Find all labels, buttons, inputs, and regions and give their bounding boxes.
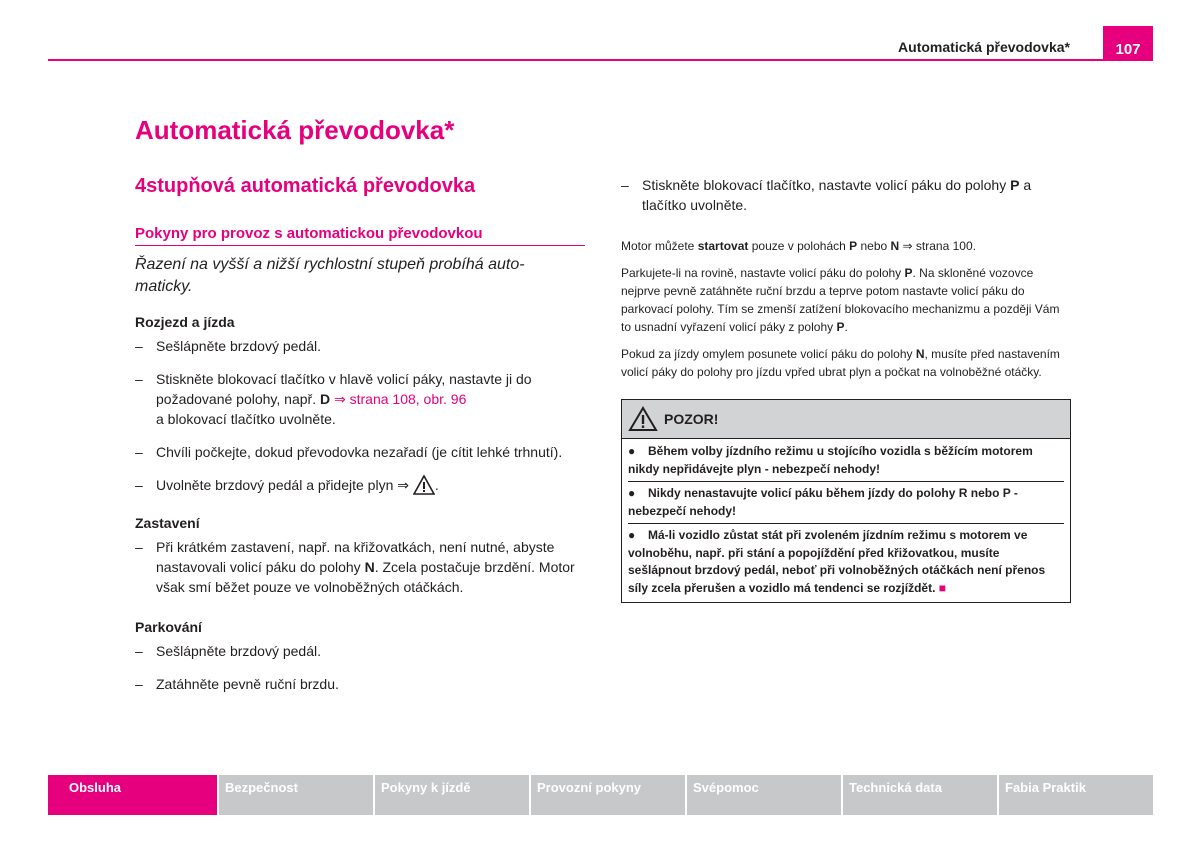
header-rule bbox=[48, 59, 1153, 61]
list-item bbox=[135, 641, 585, 661]
tab-fabia-praktik[interactable]: Fabia Praktik bbox=[999, 775, 1153, 815]
footer-nav bbox=[48, 775, 1153, 815]
warning-triangle-icon bbox=[628, 406, 658, 432]
item-text-part: . bbox=[434, 477, 439, 493]
paragraph-start bbox=[621, 237, 1071, 255]
item-text-part: Uvolněte brzdový pedál a přidejte plyn ⇒ bbox=[156, 477, 413, 493]
text-part: . bbox=[844, 320, 848, 334]
text-part: , musíte před nastavením volicí páky do polohy pro jízdu vpřed ubrat plyn a počkat na volnoběžné otáčky. bbox=[621, 347, 1060, 379]
list-item bbox=[135, 475, 585, 495]
dash: – bbox=[621, 177, 629, 193]
item-text bbox=[156, 537, 585, 597]
text-part: P bbox=[849, 239, 858, 253]
list-item bbox=[135, 369, 585, 429]
text-part: N bbox=[890, 239, 900, 253]
dash: – bbox=[135, 338, 143, 354]
item-text: Chvíli počkejte, dokud převodovka nezařadí (je cítit lehké trhnutí). bbox=[156, 444, 563, 460]
text-part: pouze v polohách bbox=[748, 239, 850, 253]
item-text-part: Stiskněte blokovací tlačítko, nastavte volicí páku do polohy bbox=[642, 177, 1011, 193]
item-text-part: . Zcela postačuje brzdění. Motor však smí běžet pouze ve volnoběžných otáčkách. bbox=[156, 559, 575, 595]
running-header: Automatická převodovka* bbox=[898, 39, 1070, 55]
intro-text: Řazení na vyšší a nižší rychlostní stupeň probíhá auto- maticky. bbox=[135, 256, 525, 295]
item-text-part: a tlačítko uvolněte. bbox=[642, 177, 1032, 213]
tab-obsluha[interactable]: Obsluha bbox=[48, 775, 217, 815]
dash: – bbox=[135, 371, 143, 387]
section-title: 4stupňová automatická převodovka bbox=[135, 175, 476, 197]
dash: – bbox=[135, 477, 143, 493]
page-number: 107 bbox=[1103, 26, 1153, 60]
text-part: startovat bbox=[697, 239, 749, 253]
item-text: Zatáhněte pevně ruční brzdu. bbox=[156, 676, 339, 692]
bullet: ● bbox=[628, 528, 636, 542]
list-item bbox=[621, 175, 1071, 215]
warning-body bbox=[622, 439, 1070, 602]
chapter-title: Automatická převodovka* bbox=[135, 115, 455, 145]
park-heading: Parkování bbox=[135, 619, 202, 635]
end-mark: ■ bbox=[938, 580, 947, 595]
position-d: D bbox=[319, 391, 331, 407]
dash: – bbox=[135, 643, 143, 659]
dash: – bbox=[135, 539, 143, 555]
list-item bbox=[135, 442, 585, 462]
warning-text: Nikdy nenastavujte volicí páku během jízdy do polohy R nebo P - nebezpečí nehody! bbox=[628, 486, 1018, 518]
tab-technicka-data[interactable]: Technická data bbox=[843, 775, 997, 815]
item-text-part: a blokovací tlačítko uvolněte. bbox=[156, 411, 336, 427]
warning-item bbox=[628, 485, 1064, 524]
tab-svepomoc[interactable]: Svépomoc bbox=[687, 775, 841, 815]
list-item bbox=[135, 674, 585, 694]
text-part: nebo bbox=[857, 239, 891, 253]
warning-text: Má-li vozidlo zůstat stát při zvoleném jízdním režimu s motorem ve volnoběhu, např. při stání a popojíždění před křižovatkou, musíte sešlápnout brzdový pedál, neboť při volnoběžných otáčkách není přenos síly zcela přerušen a vozidlo má tendenci se rozjíždět. bbox=[628, 528, 1046, 595]
cross-reference-link[interactable]: ⇒ strana 108, obr. 96 bbox=[330, 391, 467, 407]
item-text-part: Stiskněte blokovací tlačítko v hlavě volicí páky, nastavte ji do požadované polohy, např. bbox=[156, 371, 532, 407]
text-part: . Na skloněné vozovce nejprve pevně zatáhněte ruční brzdu a teprve potom nastavte volicí páku do parkovací polohy. Tím se zmenší zatížení blokovacího mechanizmu a později Vám to usnadní vyřazení volicí páky z polohy bbox=[621, 266, 1060, 334]
warning-text: Během volby jízdního režimu u stojícího vozidla s běžícím motorem nikdy nepřidávejte plyn - nebezpečí nehody! bbox=[628, 444, 1033, 476]
item-text bbox=[642, 175, 1071, 215]
text-part: Motor můžete bbox=[621, 239, 698, 253]
right-column bbox=[621, 175, 1071, 603]
subsection-title: Pokyny pro provoz s automatickou převodovkou bbox=[135, 225, 585, 246]
dash: – bbox=[135, 676, 143, 692]
text-part: P bbox=[836, 320, 845, 334]
text-part: P bbox=[904, 266, 913, 280]
warning-item bbox=[628, 527, 1064, 600]
warning-item bbox=[628, 443, 1064, 482]
tab-pokyny-k-jizde[interactable]: Pokyny k jízdě bbox=[375, 775, 529, 815]
item-text: Sešlápněte brzdový pedál. bbox=[156, 338, 321, 354]
tab-provozni-pokyny[interactable]: Provozní pokyny bbox=[531, 775, 685, 815]
tab-bezpecnost[interactable]: Bezpečnost bbox=[219, 775, 373, 815]
paragraph-parking bbox=[621, 264, 1071, 336]
paragraph-neutral bbox=[621, 345, 1071, 381]
list-item bbox=[135, 537, 585, 597]
warning-title: POZOR! bbox=[664, 411, 719, 427]
stop-heading: Zastavení bbox=[135, 515, 200, 531]
warning-box bbox=[621, 399, 1071, 603]
item-text bbox=[156, 369, 585, 429]
cross-reference-link[interactable]: ⇒ strana 100. bbox=[899, 239, 976, 253]
start-heading: Rozjezd a jízda bbox=[135, 314, 235, 330]
text-part: N bbox=[915, 347, 925, 361]
item-text bbox=[156, 475, 439, 495]
text-part: Parkujete-li na rovině, nastavte volicí páku do polohy bbox=[621, 266, 905, 280]
position-n: N bbox=[364, 559, 375, 575]
item-text: Sešlápněte brzdový pedál. bbox=[156, 643, 321, 659]
warning-header bbox=[622, 400, 1070, 439]
item-text-part: Při krátkém zastavení, např. na křižovatkách, není nutné, abyste nastavovali volicí páku do polohy bbox=[156, 539, 555, 575]
list-item bbox=[135, 336, 585, 356]
text-part: Pokud za jízdy omylem posunete volicí páku do polohy bbox=[621, 347, 916, 361]
bullet: ● bbox=[628, 486, 636, 500]
dash: – bbox=[135, 444, 143, 460]
bullet: ● bbox=[628, 444, 636, 458]
left-column bbox=[135, 175, 585, 707]
position-p: P bbox=[1010, 177, 1020, 193]
warning-triangle-icon[interactable] bbox=[413, 475, 435, 495]
